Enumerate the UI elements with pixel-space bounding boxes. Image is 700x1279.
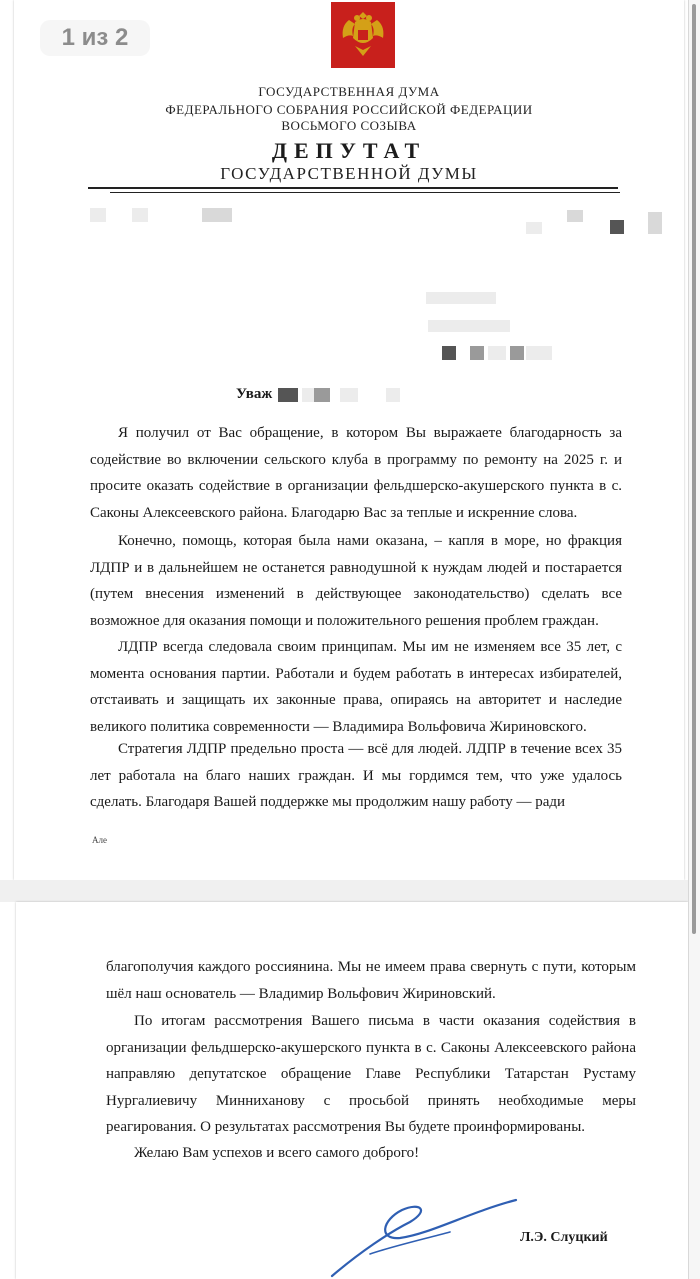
signature-name: Л.Э. Слуцкий bbox=[520, 1230, 608, 1245]
header-rule-thick bbox=[88, 187, 618, 189]
paragraph-7: Желаю Вам успехов и всего самого доброго! bbox=[134, 1145, 420, 1161]
redaction-block bbox=[428, 320, 510, 332]
letterhead-line-2: ФЕДЕРАЛЬНОГО СОБРАНИЯ РОССИЙСКОЙ ФЕДЕРАЦИИ bbox=[165, 102, 533, 117]
redaction-block bbox=[648, 212, 662, 234]
page-counter: 1 из 2 bbox=[40, 20, 150, 56]
salutation: Уваж bbox=[236, 386, 273, 402]
paragraph-2: Конечно, помощь, которая была нами оказана, – капля в море, но фракция ЛДПР и в дальнейшем не останется равнодушной к нуждам людей и постарается (путем внесения изменений в действующее законодательство) сделать все возможное для оказания помощи и положительного решения проблем граждан. bbox=[90, 533, 622, 629]
paragraph-5: благополучия каждого россиянина. Мы не имеем права свернуть с пути, которым шёл наш основатель — Владимир Вольфович Жириновский. bbox=[106, 959, 636, 1002]
redaction-block bbox=[90, 208, 106, 222]
redaction-block bbox=[386, 388, 400, 402]
footer-note: Але bbox=[92, 835, 107, 845]
document-page-1 bbox=[14, 0, 684, 880]
redaction-block bbox=[470, 346, 484, 360]
handwritten-signature bbox=[330, 1192, 520, 1279]
scrollbar-thumb[interactable] bbox=[692, 4, 696, 934]
paragraph-4: Стратегия ЛДПР предельно проста — всё для людей. ЛДПР в течение всех 35 лет работала на благо наших граждан. И мы гордимся тем, что уже удалось сделать. Благодаря Вашей поддержке мы продолжим нашу работу — ради bbox=[90, 741, 622, 810]
redaction-block bbox=[567, 210, 583, 222]
coat-of-arms-icon bbox=[331, 2, 395, 68]
redaction-block bbox=[510, 346, 524, 360]
redaction-block bbox=[610, 220, 624, 234]
redaction-block bbox=[488, 346, 506, 360]
letterhead-title: ДЕПУТАТ bbox=[271, 138, 427, 163]
letterhead-subtitle: ГОСУДАРСТВЕННОЙ ДУМЫ bbox=[220, 164, 478, 183]
letterhead-line-1: ГОСУДАРСТВЕННАЯ ДУМА bbox=[258, 84, 440, 99]
redaction-block bbox=[426, 292, 496, 304]
redaction-block bbox=[132, 208, 148, 222]
redaction-block bbox=[526, 222, 542, 234]
paragraph-1: Я получил от Вас обращение, в котором Вы выражаете благодарность за содействие во включении сельского клуба в программу по ремонту на 2025 г. и просите оказать содействие в организации фельдшерско-акушерского пункта в с. Саконы Алексеевского района. Благодарю Вас за теплые и искренние слова. bbox=[90, 425, 622, 521]
header-rule-thin bbox=[110, 192, 620, 193]
paragraph-3: ЛДПР всегда следовала своим принципам. Мы им не изменяем все 35 лет, с момента основания партии. Работали и будем работать в интересах избирателей, отстаивать и защищать их законные права, опираясь на авторитет и наследие великого политика современности — Владимира Вольфовича Жириновского. bbox=[90, 639, 622, 735]
redaction-block bbox=[340, 388, 358, 402]
redaction-block bbox=[442, 346, 456, 360]
paragraph-6: По итогам рассмотрения Вашего письма в части оказания содействия в организации фельдшерско-акушерского пункта в с. Саконы Алексеевского района направляю депутатское обращение Главе Республики Татарстан Рустаму Нургалиевичу Минниханову с просьбой принять необходимые меры реагирования. О результатах рассмотрения Вы будете проинформированы. bbox=[106, 1013, 636, 1135]
redaction-block bbox=[526, 346, 552, 360]
letterhead-line-3: ВОСЬМОГО СОЗЫВА bbox=[281, 118, 417, 133]
page-separator bbox=[0, 880, 700, 902]
redaction-block bbox=[278, 388, 298, 402]
redaction-block bbox=[314, 388, 330, 402]
redaction-block bbox=[202, 208, 232, 222]
